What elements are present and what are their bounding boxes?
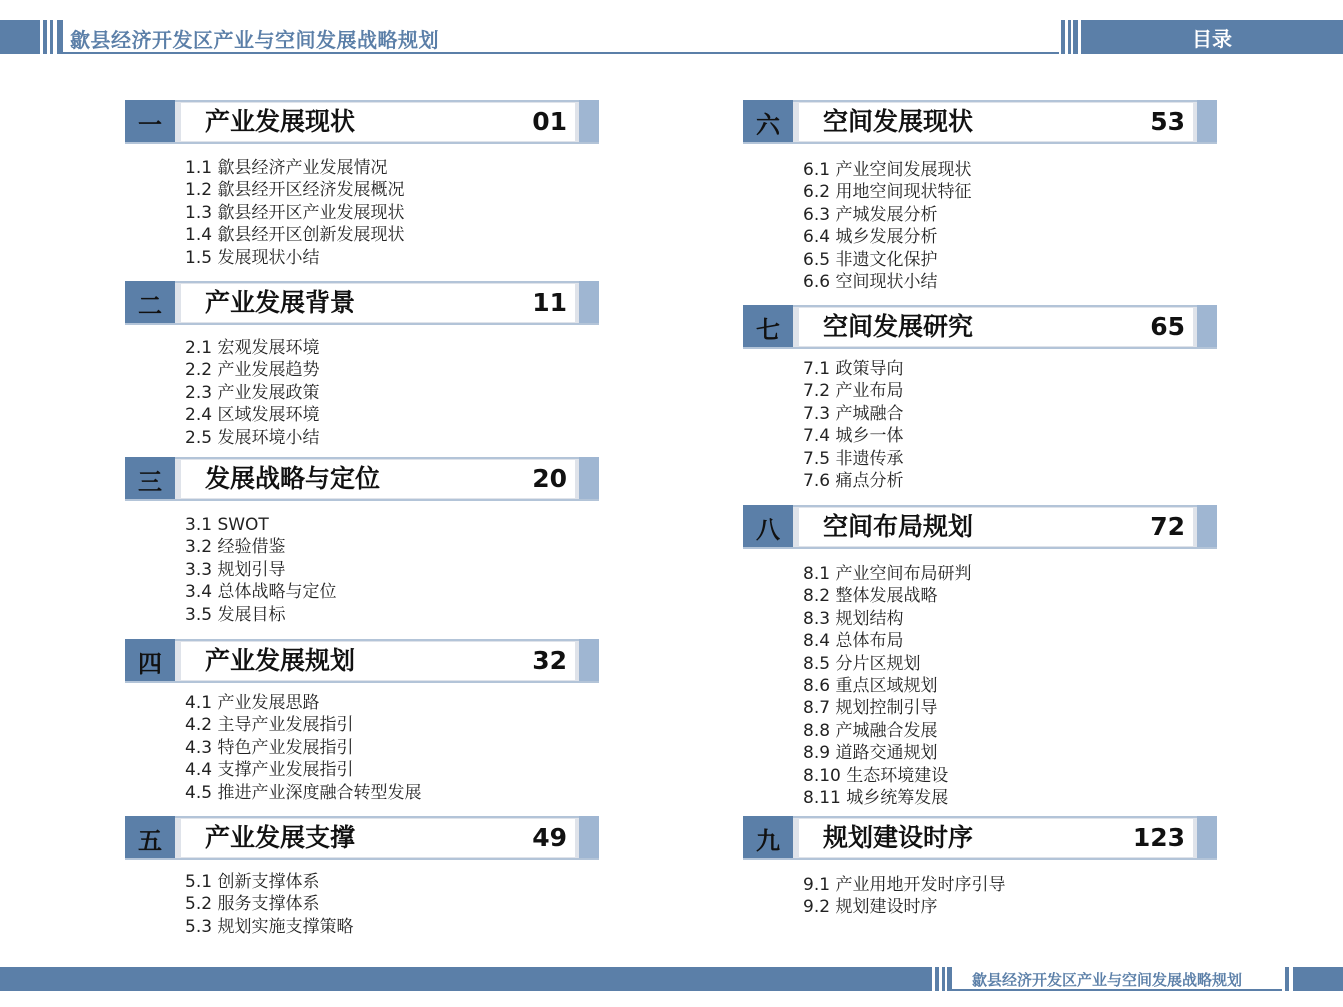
list-item: 7.5 非遗传承 (803, 448, 904, 469)
list-item: 3.1 SWOT (185, 515, 269, 535)
chapter-title: 空间布局规划 (823, 512, 974, 541)
list-item: 7.3 产城融合 (803, 403, 904, 424)
footer-bar (0, 967, 932, 991)
chapter-page: 65 (1150, 312, 1185, 341)
chapter-number: 四 (125, 639, 175, 683)
footer-stripe (1285, 967, 1289, 991)
list-item: 1.2 歙县经开区经济发展概况 (185, 180, 405, 201)
header-block-left (0, 20, 40, 54)
chapter-bar-8 (743, 505, 1217, 549)
chapter-title: 产业发展背景 (205, 288, 356, 317)
chapter-title: 空间发展现状 (823, 107, 974, 136)
list-item: 4.5 推进产业深度融合转型发展 (185, 782, 422, 803)
list-item: 9.2 规划建设时序 (803, 897, 938, 918)
footer-block-right (1293, 967, 1343, 991)
list-item: 3.4 总体战略与定位 (185, 582, 337, 603)
list-item: 8.10 生态环境建设 (803, 765, 949, 786)
list-item: 5.3 规划实施支撑策略 (185, 916, 354, 937)
chapter-items-8 (803, 563, 971, 809)
list-item: 8.8 产城融合发展 (803, 720, 938, 741)
footer-stripe (947, 967, 952, 991)
chapter-title: 空间发展研究 (823, 312, 974, 341)
list-item: 8.7 规划控制引导 (803, 698, 938, 719)
list-item: 7.1 政策导向 (803, 359, 904, 379)
chapter-title: 产业发展支撑 (205, 823, 356, 852)
list-item: 8.2 整体发展战略 (803, 586, 938, 607)
header-stripe (43, 20, 47, 54)
header-stripe (57, 20, 63, 54)
list-item: 7.6 痛点分析 (803, 470, 904, 491)
list-item: 8.5 分片区规划 (803, 653, 921, 674)
list-item: 2.1 宏观发展环境 (185, 338, 320, 358)
list-item: 3.3 规划引导 (185, 559, 286, 580)
list-item: 4.2 主导产业发展指引 (185, 715, 354, 736)
header-stripe (50, 20, 53, 54)
chapter-title: 产业发展规划 (205, 646, 356, 675)
chapter-items-5 (185, 871, 353, 938)
footer-stripe (935, 967, 939, 991)
chapter-page: 20 (532, 464, 567, 493)
list-item: 8.1 产业空间布局研判 (803, 564, 972, 584)
chapter-title: 产业发展现状 (205, 107, 356, 136)
chapter-number: 八 (743, 505, 793, 549)
footer-stripe (942, 967, 945, 991)
list-item: 8.3 规划结构 (803, 608, 904, 629)
chapter-number: 一 (125, 100, 175, 144)
list-item: 4.4 支撑产业发展指引 (185, 760, 354, 781)
header-stripe (1061, 20, 1065, 54)
chapter-page: 49 (532, 823, 567, 852)
chapter-number: 二 (125, 281, 175, 325)
header-stripe (1068, 20, 1071, 54)
list-item: 6.5 非遗文化保护 (803, 249, 938, 270)
chapter-page: 32 (532, 646, 567, 675)
list-item: 7.2 产业布局 (803, 381, 904, 402)
chapter-page: 123 (1132, 823, 1185, 852)
list-item: 6.3 产城发展分析 (803, 204, 938, 225)
chapter-bar-5 (125, 816, 599, 860)
chapter-number: 九 (743, 816, 793, 860)
list-item: 5.1 创新支撑体系 (185, 872, 320, 892)
chapter-items-3 (185, 514, 336, 626)
list-item: 8.9 道路交通规划 (803, 743, 938, 764)
list-item: 8.6 重点区域规划 (803, 675, 938, 696)
header-stripe (1073, 20, 1078, 54)
list-item: 4.3 特色产业发展指引 (185, 737, 354, 758)
list-item: 1.4 歙县经开区创新发展现状 (185, 225, 405, 246)
list-item: 1.1 歙县经济产业发展情况 (185, 158, 388, 178)
list-item: 5.2 服务支撑体系 (185, 894, 320, 915)
header-title: 歙县经济开发区产业与空间发展战略规划 (70, 28, 439, 52)
list-item: 7.4 城乡一体 (803, 426, 904, 447)
list-item: 1.5 发展现状小结 (185, 247, 320, 268)
list-item: 6.2 用地空间现状特征 (803, 182, 972, 203)
chapter-items-9 (803, 874, 1005, 919)
list-item: 2.3 产业发展政策 (185, 382, 320, 403)
chapter-items-2 (185, 337, 319, 449)
chapter-page: 53 (1150, 107, 1185, 136)
chapter-number: 七 (743, 305, 793, 349)
list-item: 1.3 歙县经开区产业发展现状 (185, 202, 405, 223)
list-item: 6.4 城乡发展分析 (803, 227, 938, 248)
chapter-bar-1 (125, 100, 599, 144)
chapter-bar-2 (125, 281, 599, 325)
list-item: 9.1 产业用地开发时序引导 (803, 875, 1006, 895)
chapter-items-4 (185, 692, 421, 804)
chapter-bar-7 (743, 305, 1217, 349)
chapter-items-7 (803, 358, 903, 492)
chapter-number: 六 (743, 100, 793, 144)
list-item: 8.11 城乡统筹发展 (803, 787, 949, 808)
chapter-number: 五 (125, 816, 175, 860)
chapter-bar-4 (125, 639, 599, 683)
section-label: 目录 (1081, 20, 1343, 54)
chapter-items-6 (803, 159, 971, 293)
list-item: 2.2 产业发展趋势 (185, 360, 320, 381)
list-item: 3.5 发展目标 (185, 604, 286, 625)
chapter-bar-9 (743, 816, 1217, 860)
chapter-title: 发展战略与定位 (205, 464, 381, 493)
chapter-title: 规划建设时序 (823, 823, 974, 852)
chapter-page: 11 (532, 288, 567, 317)
chapter-number: 三 (125, 457, 175, 501)
chapter-page: 72 (1150, 512, 1185, 541)
chapter-bar-3 (125, 457, 599, 501)
chapter-items-1 (185, 157, 404, 269)
chapter-page: 01 (532, 107, 567, 136)
list-item: 8.4 总体布局 (803, 631, 904, 652)
list-item: 4.1 产业发展思路 (185, 693, 320, 713)
list-item: 3.2 经验借鉴 (185, 537, 286, 558)
chapter-bar-6 (743, 100, 1217, 144)
list-item: 6.1 产业空间发展现状 (803, 160, 972, 180)
list-item: 2.4 区域发展环境 (185, 405, 320, 426)
footer-title: 歙县经济开发区产业与空间发展战略规划 (972, 971, 1243, 989)
list-item: 2.5 发展环境小结 (185, 427, 320, 448)
list-item: 6.6 空间现状小结 (803, 271, 938, 292)
